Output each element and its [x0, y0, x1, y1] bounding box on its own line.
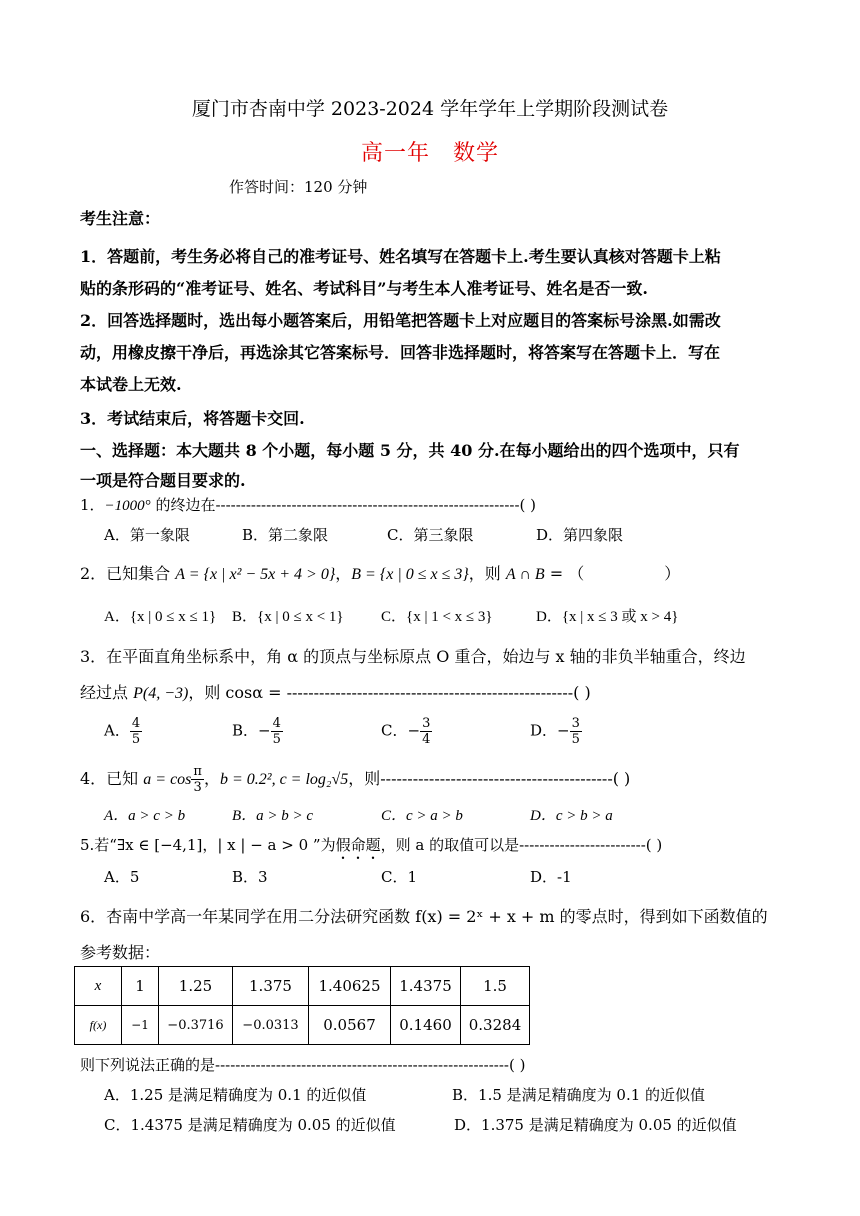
- question-5-option-c: C．1: [381, 868, 418, 886]
- exam-title: 厦门市杏南中学 2023-2024 学年学年上学期阶段测试卷: [191, 98, 669, 120]
- question-2-option-b: B．{x | 0 ≤ x < 1}: [232, 609, 344, 625]
- table-row: [75, 1006, 530, 1045]
- exam-time: 作答时间：120 分钟: [229, 178, 368, 196]
- section-heading: 一、选择题：本大题共 8 个小题，每小题 5 分，共 40 分.在每小题给出的四个选项中，只有: [80, 441, 740, 460]
- question-3-option-b: B．− $\frac{4}{5}$: [232, 716, 281, 747]
- question-4-option-d: D．c > b > a: [530, 808, 613, 824]
- section-heading: 一项是符合题目要求的.: [80, 471, 246, 490]
- question-6-option-c: C．1.4375 是满足精确度为 0.05 的近似值: [104, 1116, 396, 1134]
- notice-line: 3．考试结束后，将答题卡交回.: [80, 409, 305, 428]
- question-1-option-a: A．第一象限: [104, 526, 190, 544]
- question-4-stem: 4．已知 a = cos $\frac{\pi}{3}$ ，b = 0.2², c = log₂√5，则-------------------------------------------( ): [80, 764, 631, 795]
- question-2-option-a: A．{x | 0 ≤ x ≤ 1}: [104, 609, 217, 625]
- table-cell: 1.375: [233, 967, 309, 1006]
- table-cell: 1.4375: [391, 967, 461, 1006]
- table-cell: x: [75, 967, 122, 1006]
- question-3-stem-line2: 经过点 P(4, −3)，则 cosα = -----------------------------------------------------( ): [80, 683, 591, 702]
- table-cell: −1: [122, 1006, 159, 1045]
- question-3-option-d: D．− $\frac{3}{5}$: [530, 716, 580, 747]
- question-1-option-d: D．第四象限: [536, 526, 624, 544]
- question-2-option-c: C．{x | 1 < x ≤ 3}: [381, 609, 493, 625]
- function-values-table: [74, 966, 530, 1045]
- notice-line: 1．答题前，考生务必将自己的准考证号、姓名填写在答题卡上.考生要认真核对答题卡上粘: [80, 247, 721, 266]
- table-cell: −0.0313: [233, 1006, 309, 1045]
- notice-line: 贴的条形码的“准考证号、姓名、考试科目”与考生本人准考证号、姓名是否一致.: [80, 279, 648, 298]
- table-cell: 0.3284: [461, 1006, 530, 1045]
- question-3-option-c: C．− $\frac{3}{4}$: [381, 716, 431, 747]
- table-cell: −0.3716: [159, 1006, 233, 1045]
- table-cell: 0.0567: [309, 1006, 391, 1045]
- question-1-option-b: B．第二象限: [242, 526, 329, 544]
- false-proposition-emphasis: 假命题: [335, 836, 381, 854]
- question-6-option-a: A．1.25 是满足精确度为 0.1 的近似值: [104, 1086, 367, 1104]
- table-cell: 1: [122, 967, 159, 1006]
- question-4-option-b: B．a > b > c: [232, 808, 314, 824]
- question-4-option-c: C．c > a > b: [381, 808, 463, 824]
- question-1-option-c: C．第三象限: [387, 526, 474, 544]
- question-4-option-a: A．a > c > b: [104, 808, 186, 824]
- notice-line: 2．回答选择题时，选出每小题答案后，用铅笔把答题卡上对应题目的答案标号涂黑.如需改: [80, 311, 721, 330]
- question-6-option-b: B．1.5 是满足精确度为 0.1 的近似值: [452, 1086, 706, 1104]
- question-6-stem-line1: 6．杏南中学高一年某同学在用二分法研究函数 f(x) = 2ˣ + x + m 的零点时，得到如下函数值的: [80, 907, 768, 926]
- table-cell: 0.1460: [391, 1006, 461, 1045]
- table-row: [75, 967, 530, 1006]
- question-2-option-d: D．{x | x ≤ 3 或 x > 4}: [536, 609, 679, 625]
- question-3-stem-line1: 3．在平面直角坐标系中，角 α 的顶点与坐标原点 O 重合，始边与 x 轴的非负半轴重合，终边: [80, 647, 746, 666]
- exam-subtitle: 高一年 数学: [360, 141, 499, 166]
- question-1-stem: 1．−1000° 的终边在------------------------------------------------------------( ): [80, 496, 537, 514]
- question-2-stem: 2．已知集合 A = {x | x² − 5x + 4 > 0}，B = {x | 0 ≤ x ≤ 3}，则 A ∩ B = （ ）: [80, 564, 681, 583]
- table-cell: 1.40625: [309, 967, 391, 1006]
- table-cell: f(x): [75, 1006, 122, 1045]
- question-5-option-b: B．3: [232, 868, 268, 886]
- table-cell: 1.25: [159, 967, 233, 1006]
- notice-line: 本试卷上无效.: [80, 375, 182, 394]
- question-6-option-d: D．1.375 是满足精确度为 0.05 的近似值: [454, 1116, 737, 1134]
- question-3-option-a: A． $\frac{4}{5}$: [104, 716, 141, 747]
- question-5-stem: 5.若“∃x ∈ [−4,1]，| x | − a > 0 ”为假命题，则 a 的取值可以是-------------------------( ): [80, 836, 663, 854]
- notice-heading: 考生注意：: [80, 209, 161, 228]
- table-cell: 1.5: [461, 967, 530, 1006]
- notice-line: 动，用橡皮擦干净后，再选涂其它答案标号．回答非选择题时，将答案写在答题卡上．写在: [80, 343, 721, 362]
- question-5-option-a: A．5: [104, 868, 140, 886]
- question-6-stem-line2: 参考数据：: [80, 943, 161, 962]
- question-5-option-d: D．-1: [530, 868, 572, 886]
- question-6-prompt: 则下列说法正确的是----------------------------------------------------------( ): [80, 1056, 526, 1074]
